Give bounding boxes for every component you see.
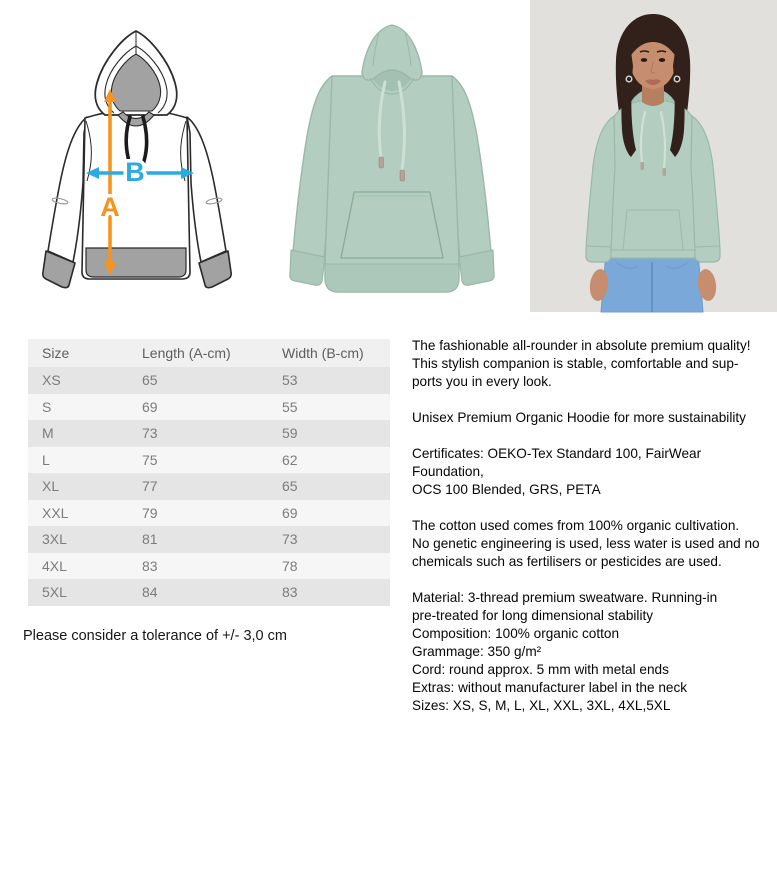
product-pocket [341,192,443,258]
size-cell: XXL [42,504,69,521]
width-cell: 83 [282,584,298,601]
description-line: ports you in every look. [412,374,552,389]
size-cell: S [42,398,52,415]
description-line: Extras: without manufacturer label in the neck [412,680,688,695]
description-line: Cord: round approx. 5 mm with metal ends [412,662,669,677]
description-line: pre-treated for long dimensional stability [412,608,654,623]
description-line: Material: 3-thread premium sweatware. Running-in [412,590,718,605]
aglet [400,170,405,181]
width-cell: 53 [282,372,298,389]
length-cell: 79 [142,504,158,521]
description-line: Unisex Premium Organic Hoodie for more sustainability [412,410,746,425]
table-row [28,367,390,394]
size-cell: 3XL [42,531,67,548]
description-line: Sizes: XS, S, M, L, XL, XXL, 3XL, 4XL,5XL [412,698,671,713]
diagram-hood [95,31,176,126]
description-line: Certificates: OEKO-Tex Standard 100, FairWear Foundation, [412,446,702,479]
size-table [28,339,390,606]
product-description [412,337,770,733]
col-header-length: Length (A-cm) [142,345,231,361]
width-cell: 55 [282,398,298,415]
label-a: A [100,192,120,222]
product-body [325,76,459,292]
aglet [379,157,384,168]
size-cell: 5XL [42,584,67,601]
description-line: OCS 100 Blended, GRS, PETA [412,482,601,497]
model-jeans [601,252,703,312]
size-table-header-row [28,339,390,367]
description-paragraph [412,337,770,391]
description-line: The fashionable all-rounder in absolute premium quality! [412,338,751,353]
tolerance-note: Please consider a tolerance of +/- 3,0 cm [23,628,287,644]
table-row [28,447,390,474]
width-cell: 78 [282,557,298,574]
description-line: This stylish companion is stable, comfortable and sup- [412,356,739,371]
length-cell: 65 [142,372,158,389]
description-line: No genetic engineering is used, less water is used and no [412,536,760,551]
size-cell: XL [42,478,60,495]
col-header-size: Size [42,345,70,361]
model-photo [530,0,777,315]
table-row [28,420,390,447]
size-cell: L [42,451,50,468]
label-b: B [125,157,145,187]
col-header-width: Width (B-cm) [282,345,364,361]
model-hoodie-body [608,100,698,258]
width-cell: 59 [282,425,298,442]
length-cell: 69 [142,398,158,415]
aglet [663,168,667,176]
length-cell: 84 [142,584,158,601]
table-row [28,394,390,421]
description-paragraph [412,589,770,715]
width-cell: 73 [282,531,298,548]
description-paragraph [412,409,770,427]
table-row [28,526,390,553]
size-cell: 4XL [42,557,67,574]
hoodie-product-photo [272,12,512,307]
table-row [28,500,390,527]
product-hem-band [325,264,459,292]
description-line: Composition: 100% organic cotton [412,626,620,641]
length-cell: 75 [142,451,158,468]
table-row [28,473,390,500]
description-line: chemicals such as fertilisers or pesticides are used. [412,554,722,569]
width-cell: 69 [282,504,298,521]
hoodie-measurement-diagram [30,25,245,297]
diagram-hem-band [86,248,186,277]
table-row [28,579,390,606]
description-paragraph [412,445,770,499]
width-cell: 62 [282,451,298,468]
description-line: The cotton used comes from 100% organic cultivation. [412,518,740,533]
length-cell: 83 [142,557,158,574]
length-cell: 81 [142,531,158,548]
length-cell: 73 [142,425,158,442]
table-row [28,553,390,580]
description-line: Grammage: 350 g/m² [412,644,542,659]
width-cell: 65 [282,478,298,495]
length-cell: 77 [142,478,158,495]
size-cell: XS [42,372,61,389]
description-paragraph [412,517,770,571]
aglet [641,162,645,170]
size-cell: M [42,425,54,442]
